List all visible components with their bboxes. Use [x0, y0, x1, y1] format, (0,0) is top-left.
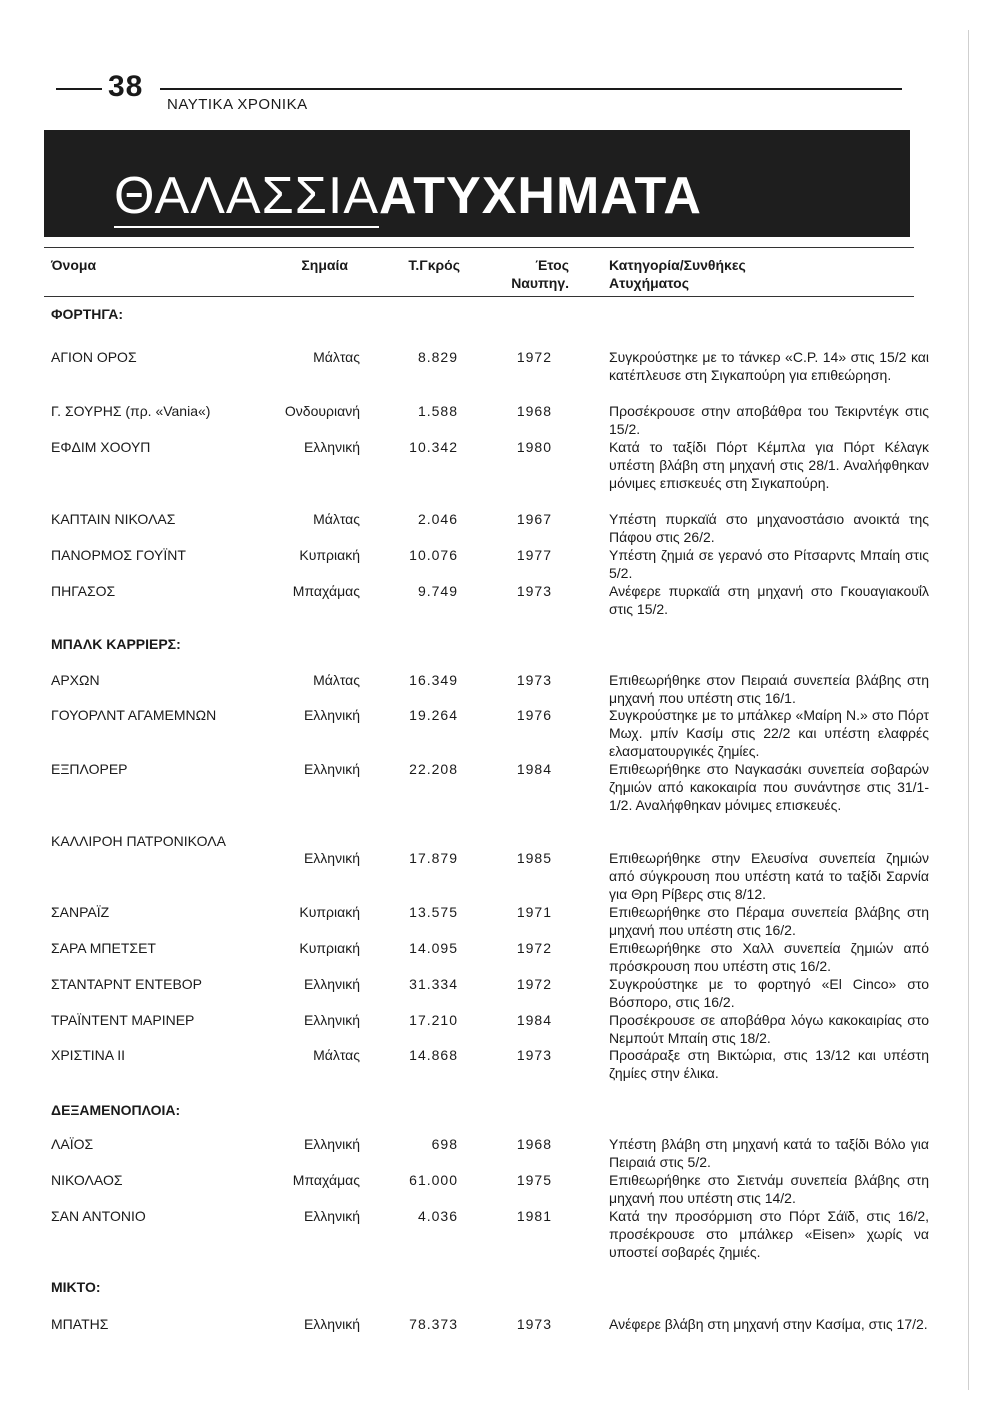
incident-description: Συγκρούστηκε με το μπάλκερ «Μαίρη Ν.» στο Πόρτ Μωχ. μπίν Κασίμ στις 22/2 και υπέστη ελαφρές ελασματουργικές ζημίες. — [609, 707, 929, 759]
vessel-name: ΛΑΪΟΣ — [51, 1136, 94, 1152]
vessel-name: ΣΤΑΝΤΑΡΝΤ ΕΝΤΕΒΟΡ — [51, 976, 203, 992]
vessel-gt: 10.342 — [409, 439, 458, 455]
col-header-category: Κατηγορία/Συνθήκες Ατυχήματος — [609, 257, 746, 291]
vessel-name: ΕΞΠΛΟΡΕΡ — [51, 761, 128, 777]
vessel-gt: 13.575 — [409, 904, 458, 920]
vessel-year: 1968 — [516, 403, 552, 419]
incident-description: Υπέστη πυρκαϊά στο μηχανοστάσιο ανοικτά της Πάφου στις 26/2. — [609, 511, 929, 545]
incident-description: Υπέστη ζημιά σε γερανό στο Ρίτσαρντς Μπαίη στις 5/2. — [609, 547, 929, 581]
table-top-rule — [44, 247, 914, 248]
magazine-name: ΝΑΥΤΙΚΑ ΧΡΟΝΙΚΑ — [167, 96, 308, 113]
vessel-year: 1973 — [516, 1047, 552, 1063]
incident-description: Συγκρούστηκε με το τάνκερ «C.P. 14» στις 15/2 και κατέπλευσε στη Σιγκαπούρη για επιθεώρηση. — [609, 349, 929, 383]
vessel-gt: 17.879 — [409, 850, 458, 866]
vessel-flag: Μπαχάμας — [292, 1172, 360, 1188]
vessel-name: ΑΓΙΟΝ ΟΡΟΣ — [51, 349, 137, 365]
vessel-year: 1972 — [516, 940, 552, 956]
page-edge-shadow — [968, 30, 969, 1390]
header-rule-right — [160, 88, 902, 90]
incident-description: Επιθεωρήθηκε στο Πέραμα συνεπεία βλάβης στη μηχανή που υπέστη στις 16/2. — [609, 904, 929, 938]
vessel-name: ΝΙΚΟΛΑΟΣ — [51, 1172, 123, 1188]
vessel-flag: Μπαχάμας — [292, 583, 360, 599]
vessel-name: ΚΑΠΤΑΙΝ ΝΙΚΟΛΑΣ — [51, 511, 176, 527]
vessel-gt: 16.349 — [409, 672, 458, 688]
vessel-gt: 78.373 — [409, 1316, 458, 1332]
vessel-flag: Ελληνική — [303, 1208, 360, 1224]
vessel-year: 1984 — [516, 761, 552, 777]
vessel-name: ΧΡΙΣΤΙΝΑ ΙΙ — [51, 1047, 126, 1063]
vessel-flag: Μάλτας — [313, 511, 360, 527]
vessel-name: ΤΡΑΪΝΤΕΝΤ ΜΑΡΙΝΕΡ — [51, 1012, 195, 1028]
vessel-flag: Μάλτας — [313, 672, 360, 688]
banner-title — [114, 167, 702, 225]
col-header-gt: Τ.Γκρός — [408, 257, 460, 273]
vessel-year: 1972 — [516, 976, 552, 992]
incident-description: Προσάραξε στη Βικτώρια, στις 13/12 και υπέστη ζημίες στην έλικα. — [609, 1047, 929, 1081]
vessel-flag: Κυπριακή — [299, 940, 360, 956]
vessel-flag: Ελληνική — [303, 761, 360, 777]
vessel-name: ΜΠΑΤΗΣ — [51, 1316, 109, 1332]
vessel-gt: 14.095 — [409, 940, 458, 956]
vessel-name: ΠΗΓΑΣΟΣ — [51, 583, 116, 599]
vessel-name: ΑΡΧΩΝ — [51, 672, 100, 688]
vessel-gt: 31.334 — [409, 976, 458, 992]
incident-description: Επιθεωρήθηκε στο Σιετνάμ συνεπεία βλάβης στη μηχανή που υπέστη στις 14/2. — [609, 1172, 929, 1206]
vessel-flag: Ελληνική — [303, 439, 360, 455]
vessel-name: ΣΑΝ ΑΝΤΟΝΙΟ — [51, 1208, 146, 1224]
incident-description: Επιθεωρήθηκε στον Πειραιά συνεπεία βλάβης στη μηχανή που υπέστη στις 16/1. — [609, 672, 929, 706]
incident-description: Προσέκρουσε στην αποβάθρα του Τεκιρντέγκ στις 15/2. — [609, 403, 929, 437]
incident-description: Προσέκρουσε σε αποβάθρα λόγω κακοκαιρίας στο Νεμπούτ Μπαίη στις 18/2. — [609, 1012, 929, 1046]
vessel-gt: 17.210 — [409, 1012, 458, 1028]
incident-description: Κατά την προσόρμιση στο Πόρτ Σάϊδ, στις 16/2, προσέκρουσε στο μπάλκερ «Eisen» χωρίς να υποστεί σοβαρές ζημιές. — [609, 1208, 929, 1260]
vessel-year: 1971 — [516, 904, 552, 920]
vessel-flag: Μάλτας — [313, 349, 360, 365]
section-title: ΔΕΞΑΜΕΝΟΠΛΟΙΑ: — [51, 1102, 181, 1118]
vessel-year: 1972 — [516, 349, 552, 365]
header-rule-left — [56, 88, 102, 90]
vessel-name: ΣΑΝΡΑΪΖ — [51, 904, 110, 920]
vessel-year: 1985 — [516, 850, 552, 866]
vessel-year: 1984 — [516, 1012, 552, 1028]
vessel-gt: 22.208 — [409, 761, 458, 777]
vessel-flag: Κυπριακή — [299, 547, 360, 563]
vessel-flag: Κυπριακή — [299, 904, 360, 920]
vessel-gt: 698 — [431, 1136, 458, 1152]
vessel-gt: 2.046 — [417, 511, 458, 527]
vessel-gt: 10.076 — [409, 547, 458, 563]
vessel-flag: Μάλτας — [313, 1047, 360, 1063]
section-title: ΦΟΡΤΗΓΑ: — [51, 306, 124, 322]
section-title: ΜΠΑΛΚ ΚΑΡΡΙΕΡΣ: — [51, 636, 181, 652]
vessel-year: 1967 — [516, 511, 552, 527]
vessel-name: ΣΑΡΑ ΜΠΕΤΣΕΤ — [51, 940, 156, 956]
vessel-gt: 14.868 — [409, 1047, 458, 1063]
incident-description: Ανέφερε βλάβη στη μηχανή στην Κασίμα, στις 17/2. — [609, 1316, 928, 1332]
incident-description: Επιθεωρήθηκε στο Ναγκασάκι συνεπεία σοβαρών ζημιών από κακοκαιρία που συνάντησε στις 31/1-1/2. Αναλήφθηκαν μόνιμες επισκευές. — [609, 761, 929, 813]
incident-description: Επιθεωρήθηκε στην Ελευσίνα συνεπεία ζημιών από σύγκρουση που υπέστη κατά το ταξίδι Σαρνία για Θρη Ρίβερς στις 8/12. — [609, 850, 929, 902]
incident-description: Ανέφερε πυρκαϊά στη μηχανή στο Γκουαγιακουΐλ στις 15/2. — [609, 583, 929, 617]
col-header-flag: Σημαία — [301, 257, 348, 273]
vessel-flag: Ελληνική — [303, 976, 360, 992]
vessel-flag: Ελληνική — [303, 850, 360, 866]
vessel-gt: 19.264 — [409, 707, 458, 723]
banner-title-light: ΘΑΛΑΣΣΙΑ — [114, 167, 380, 225]
vessel-gt: 9.749 — [417, 583, 458, 599]
vessel-flag: Ελληνική — [303, 1316, 360, 1332]
vessel-year: 1980 — [516, 439, 552, 455]
page-number: 38 — [108, 70, 144, 103]
vessel-flag: Ελληνική — [303, 1136, 360, 1152]
col-header-year: Έτος Ναυπηγ. — [511, 257, 569, 291]
section-title: ΜΙΚΤΟ: — [51, 1279, 101, 1295]
vessel-name: ΚΑΛΛΙΡΟΗ ΠΑΤΡΟΝΙΚΟΛΑ — [51, 833, 226, 849]
vessel-year: 1973 — [516, 1316, 552, 1332]
section-banner — [44, 130, 910, 237]
vessel-name: ΠΑΝΟΡΜΟΣ ΓΟΥΪΝΤ — [51, 547, 186, 563]
vessel-gt: 1.588 — [417, 403, 458, 419]
table-header-rule — [44, 296, 914, 297]
vessel-name: ΓΟΥΟΡΛΝΤ ΑΓΑΜΕΜΝΩΝ — [51, 707, 217, 723]
vessel-year: 1977 — [516, 547, 552, 563]
vessel-year: 1973 — [516, 672, 552, 688]
vessel-gt: 4.036 — [417, 1208, 458, 1224]
vessel-name: ΕΦΔΙΜ ΧΟΟΥΠ — [51, 439, 151, 455]
incident-description: Υπέστη βλάβη στη μηχανή κατά το ταξίδι Βόλο για Πειραιά στις 5/2. — [609, 1136, 929, 1170]
vessel-flag: Ονδουριανή — [284, 403, 360, 419]
vessel-flag: Ελληνική — [303, 1012, 360, 1028]
vessel-year: 1973 — [516, 583, 552, 599]
vessel-year: 1968 — [516, 1136, 552, 1152]
banner-underline — [114, 226, 379, 228]
col-header-name: Όνομα — [51, 257, 97, 273]
incident-description: Επιθεωρήθηκε στο Χαλλ συνεπεία ζημιών από πρόσκρουση που υπέστη στις 16/2. — [609, 940, 929, 974]
vessel-year: 1981 — [516, 1208, 552, 1224]
vessel-gt: 61.000 — [409, 1172, 458, 1188]
incident-description: Συγκρούστηκε με το φορτηγό «El Cinco» στο Βόσπορο, στις 16/2. — [609, 976, 929, 1010]
banner-title-bold: ΑΤΥΧΗΜΑΤΑ — [379, 167, 702, 225]
vessel-name: Γ. ΣΟΥΡΗΣ (πρ. «Vania«) — [51, 403, 211, 419]
vessel-gt: 8.829 — [417, 349, 458, 365]
vessel-year: 1975 — [516, 1172, 552, 1188]
vessel-year: 1976 — [516, 707, 552, 723]
incident-description: Κατά το ταξίδι Πόρτ Κέμπλα για Πόρτ Κέλαγκ υπέστη βλάβη στη μηχανή στις 28/1. Αναλήφθηκαν μόνιμες επισκευές στη Σιγκαπούρη. — [609, 439, 929, 491]
vessel-flag: Ελληνική — [303, 707, 360, 723]
